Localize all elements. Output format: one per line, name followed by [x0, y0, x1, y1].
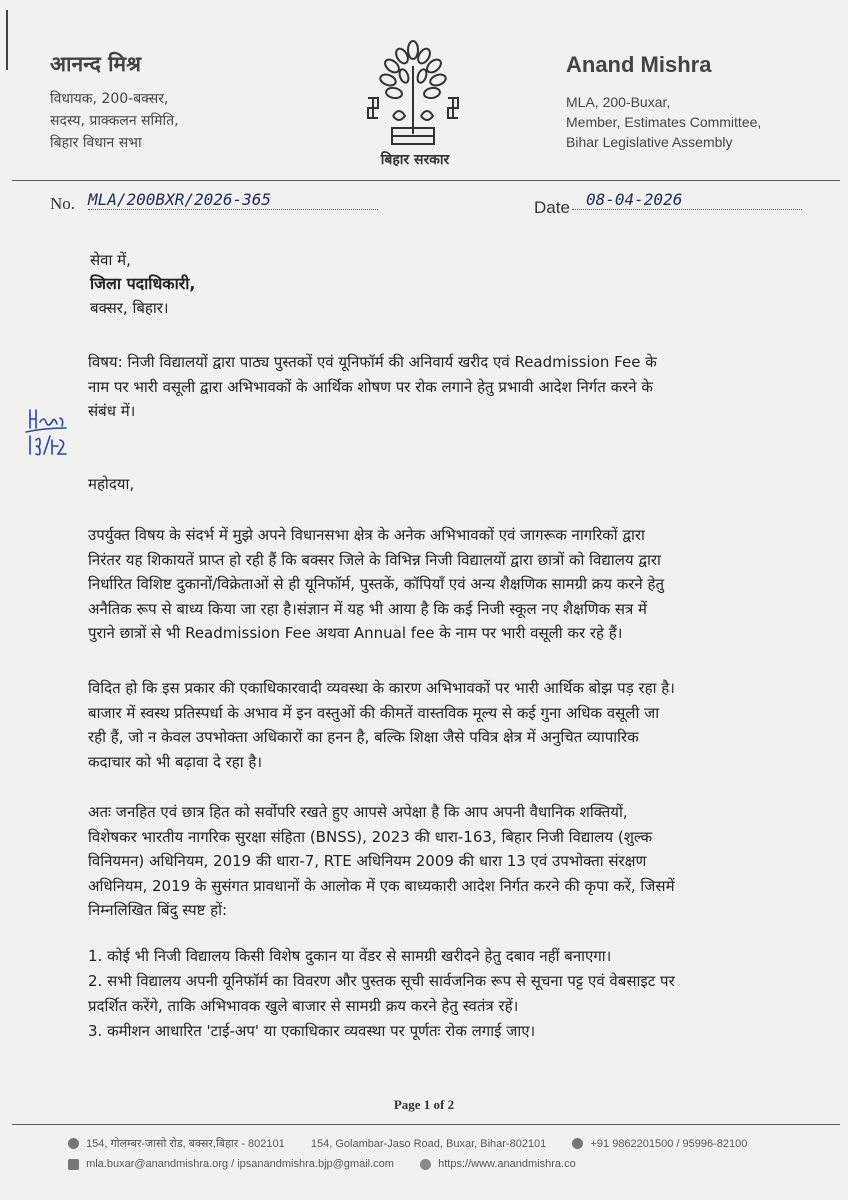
list-item: 3. कमीशन आधारित 'टाई-अप' या एकाधिकार व्यवस्था पर पूर्णतः रोक लगाई जाए।	[88, 1022, 536, 1040]
footer-address-hindi: 154, गोलम्बर-जासो रोड, बक्सर,बिहार - 802101	[86, 1138, 285, 1150]
page-edge-mark	[6, 10, 8, 70]
mail-icon	[68, 1159, 79, 1170]
sender-title-english-3: Bihar Legislative Assembly	[566, 134, 733, 150]
body-line: अतः जनहित एवं छात्र हित को सर्वोपरि रखते हुए आपसे अपेक्षा है कि आप अपनी वैधानिक शक्तियों,	[88, 803, 628, 821]
recipient-line-2: जिला पदाधिकारी,	[90, 274, 196, 293]
body-line: अनैतिक रूप से बाध्य किया जा रहा है।संज्ञान में यह भी आया है कि कई निजी स्कूल नए शैक्षणिक सत्र में	[88, 599, 648, 618]
handwritten-annotation-icon	[22, 406, 70, 462]
page-number: Page 1 of 2	[393, 1097, 455, 1112]
subject-line: नाम पर भारी वसूली द्वारा अभिभावकों के आर्थिक शोषण पर रोक लगाने हेतु प्रभावी आदेश निर्गत करने के	[88, 377, 653, 396]
date-value: 08-04-2026	[572, 190, 802, 210]
reference-number: MLA/200BXR/2026-365	[88, 190, 378, 210]
body-line: विदित हो कि इस प्रकार की एकाधिकारवादी व्यवस्था के कारण अभिभावकों पर भारी आर्थिक बोझ पड़ रहा है।	[88, 679, 675, 697]
subject-line: विषय: निजी विद्यालयों द्वारा पाठ्य पुस्तकों एवं यूनिफॉर्म की अनिवार्य खरीद एवं Readmission Fee के	[88, 353, 657, 371]
footer-row-1	[68, 1136, 808, 1151]
header-divider	[12, 180, 840, 181]
body-line: निर्धारित विशिष्ट दुकानों/विक्रेताओं से ही यूनिफॉर्म, पुस्तकें, कॉपियाँ एवं अन्य शैक्षणिक सामग्री क्रय करने हेतु	[88, 575, 665, 593]
letterhead-hindi	[50, 50, 179, 154]
emblem-caption: बिहार सरकार	[380, 152, 450, 168]
phone-icon	[572, 1138, 583, 1149]
body-line: रही हैं, जो न केवल उपभोक्ता अधिकारों का हनन है, बल्कि शिक्षा जैसे पवित्र क्षेत्र में अनुचित व्यापारिक	[88, 728, 639, 746]
recipient-line-3: बक्सर, बिहार।	[90, 299, 169, 317]
body-line: विशेषकर भारतीय नागरिक सुरक्षा संहिता (BNSS), 2023 की धारा-163, बिहार निजी विद्यालय (शुल्क	[88, 827, 653, 846]
sender-title-hindi-1: विधायक, 200-बक्सर,	[50, 91, 169, 107]
footer-row-2	[68, 1158, 808, 1170]
body-line: उपर्युक्त विषय के संदर्भ में मुझे अपने विधानसभा क्षेत्र के अनेक अभिभावकों एवं जागरूक नागरिकों द्वारा	[88, 526, 645, 544]
reference-label: No.	[50, 194, 76, 213]
list-item: 1. कोई भी निजी विद्यालय किसी विशेष दुकान या वेंडर से सामग्री खरीदने हेतु दबाव नहीं बनाएगा।	[88, 947, 612, 965]
body-line: निरंतर यह शिकायतें प्राप्त हो रही हैं कि बक्सर जिले के विभिन्न निजी विद्यालयों द्वारा छात्रों को विद्यालय द्वारा	[88, 550, 661, 569]
sender-title-hindi-2: सदस्य, प्राक्कलन समिति,	[50, 113, 179, 129]
body-line: बाजार में स्वस्थ प्रतिस्पर्धा के अभाव में इन वस्तुओं की कीमतें वास्तविक मूल्य से कई गुना अधिक वसूली जा	[88, 703, 660, 722]
reference-row	[50, 192, 810, 218]
subject-line: संबंध में।	[88, 402, 136, 420]
date-label: Date	[534, 198, 570, 217]
list-item: प्रदर्शित करेंगे, ताकि अभिभावक खुले बाजार से सामग्री क्रय करने हेतु स्वतंत्र रहें।	[88, 997, 519, 1015]
body-line: निम्नलिखित बिंदु स्पष्ट हों:	[88, 901, 228, 919]
footer-website[interactable]: https://www.anandmishra.co	[438, 1158, 576, 1171]
salutation: महोदया,	[88, 475, 135, 493]
letterhead-english	[566, 52, 761, 152]
web-icon	[420, 1159, 431, 1170]
footer-address-english: 154, Golambar-Jaso Road, Buxar, Bihar-802101	[310, 1137, 547, 1150]
sender-name-hindi: आनन्द मिश्र	[50, 52, 141, 76]
footer-divider	[12, 1124, 840, 1125]
footer-phone: +91 9862201500 / 95996-82100	[590, 1137, 748, 1150]
body-paragraph-1	[88, 523, 748, 646]
body-line: पुराने छात्रों से भी Readmission Fee अथवा Annual fee के नाम पर भारी वसूली कर रहे हैं।	[88, 624, 623, 642]
demand-list	[88, 944, 758, 1044]
recipient-line-1: सेवा में,	[90, 251, 131, 269]
sender-name-english: Anand Mishra	[566, 52, 712, 77]
sender-title-english-2: Member, Estimates Committee,	[566, 114, 762, 130]
sender-title-english-1: MLA, 200-Buxar,	[566, 94, 671, 110]
sender-title-hindi-3: बिहार विधान सभा	[50, 135, 142, 151]
recipient-block	[90, 248, 196, 320]
body-line: विनियमन) अधिनियम, 2019 की धारा-7, RTE अधिनियम 2009 की धारा 13 एवं उपभोक्ता संरक्षण	[88, 852, 647, 870]
list-item: 2. सभी विद्यालय अपनी यूनिफॉर्म का विवरण और पुस्तक सूची सार्वजनिक रूप से सूचना पट्ट एवं वेबसाइट पर	[88, 972, 675, 990]
body-line: अधिनियम, 2019 के सुसंगत प्रावधानों के आलोक में एक बाध्यकारी आदेश निर्गत करने की कृपा करें, जिसमें	[88, 876, 675, 895]
body-paragraph-3	[88, 800, 748, 923]
footer-email[interactable]: mla.buxar@anandmishra.org / ipsanandmishra.bjp@gmail.com	[86, 1158, 394, 1171]
body-paragraph-2	[88, 676, 748, 774]
subject-paragraph	[88, 350, 748, 424]
body-line: कदाचार को भी बढ़ावा दे रहा है।	[88, 752, 263, 771]
location-icon	[68, 1138, 79, 1149]
